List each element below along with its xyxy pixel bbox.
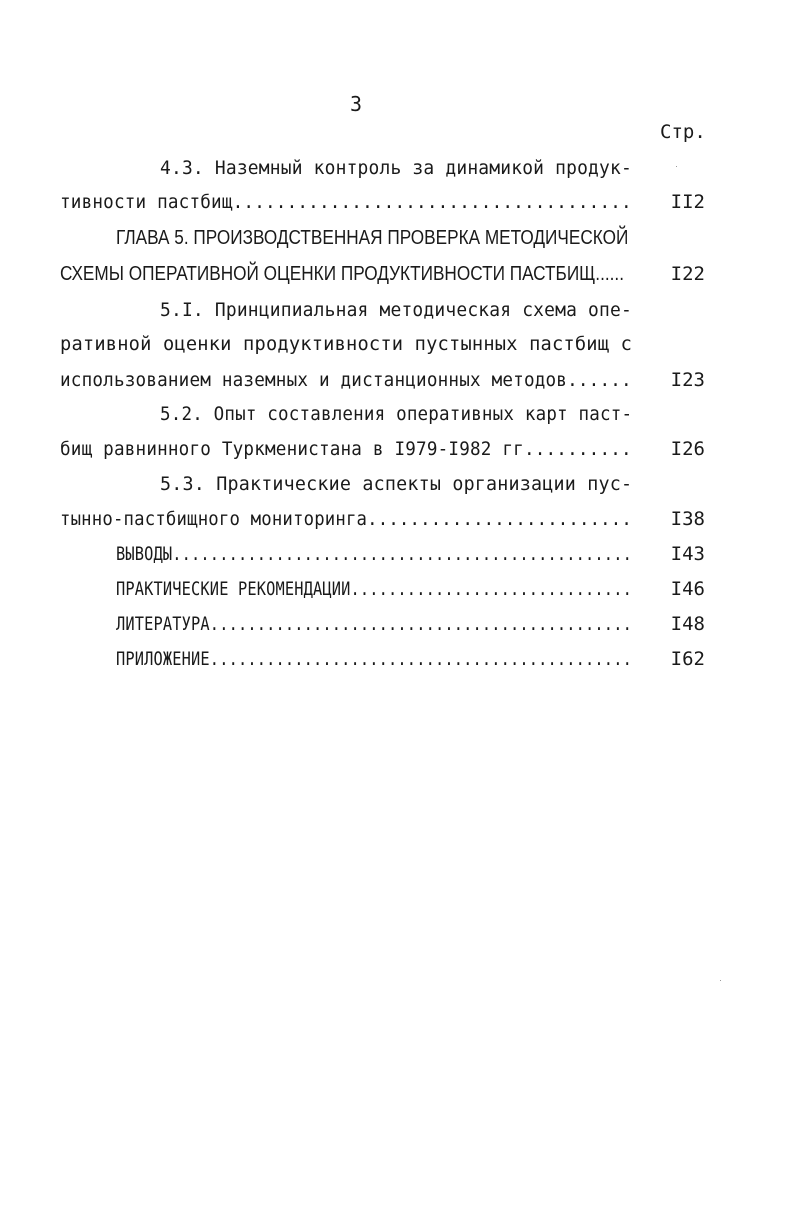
toc-entry-5-2-line-1: 5.2. Опыт составления оперативных карт паст-	[160, 403, 633, 425]
page-number: 3	[350, 92, 363, 116]
scan-speck	[676, 166, 677, 167]
toc-entry-literature-page: I48	[670, 613, 705, 635]
toc-entry-chapter-5-line-2: СХЕМЫ ОПЕРАТИВНОЙ ОЦЕНКИ ПРОДУКТИВНОСТИ ПАСТБИЩ......	[60, 263, 624, 285]
scan-speck	[720, 980, 721, 981]
toc-entry-literature-line: ЛИТЕРАТУРА.............................................	[116, 613, 632, 635]
toc-entry-5-3-line-1: 5.3. Практические аспекты организации пус-	[160, 473, 633, 495]
toc-entry-5-1-line-1: 5.I. Принципиальная методическая схема опе-	[160, 299, 632, 321]
toc-entry-recommendations-page: I46	[670, 578, 705, 600]
toc-entry-conclusions-line: ВЫВОДЫ.................................................	[116, 543, 632, 565]
toc-entry-appendix-page: I62	[670, 648, 705, 670]
toc-entry-5-2-page: I26	[670, 438, 705, 460]
page-column-header: Стр.	[660, 121, 706, 143]
toc-entry-5-1-page: I23	[670, 369, 705, 391]
toc-entry-5-3-page: I38	[670, 508, 705, 530]
toc-entry-chapter-5-page: I22	[670, 263, 705, 285]
toc-entry-5-1-line-2: ративной оценки продуктивности пустынных пастбищ с	[60, 333, 633, 355]
toc-entry-appendix-line: ПРИЛОЖЕНИЕ.............................................	[116, 648, 632, 670]
toc-entry-chapter-5-line-1: ГЛАВА 5. ПРОИЗВОДСТВЕННАЯ ПРОВЕРКА МЕТОДИЧЕСКОЙ	[116, 227, 629, 249]
toc-entry-5-3-line-2: тынно-пастбищного мониторинга.........................	[60, 508, 632, 530]
toc-entry-4-3-line-2: тивности пастбищ.....................................	[60, 191, 632, 213]
toc-entry-4-3-line-1: 4.3. Наземный контроль за динамикой продук-	[160, 157, 632, 179]
toc-entry-recommendations-line: ПРАКТИЧЕСКИЕ РЕКОМЕНДАЦИИ..............................	[116, 578, 632, 600]
toc-entry-conclusions-page: I43	[670, 543, 705, 565]
toc-entry-5-1-line-3: использованием наземных и дистанционных методов......	[60, 369, 632, 391]
toc-entry-4-3-page: II2	[670, 191, 705, 213]
toc-entry-5-2-line-2: бищ равнинного Туркменистана в I979-I982 гг..........	[60, 438, 632, 460]
